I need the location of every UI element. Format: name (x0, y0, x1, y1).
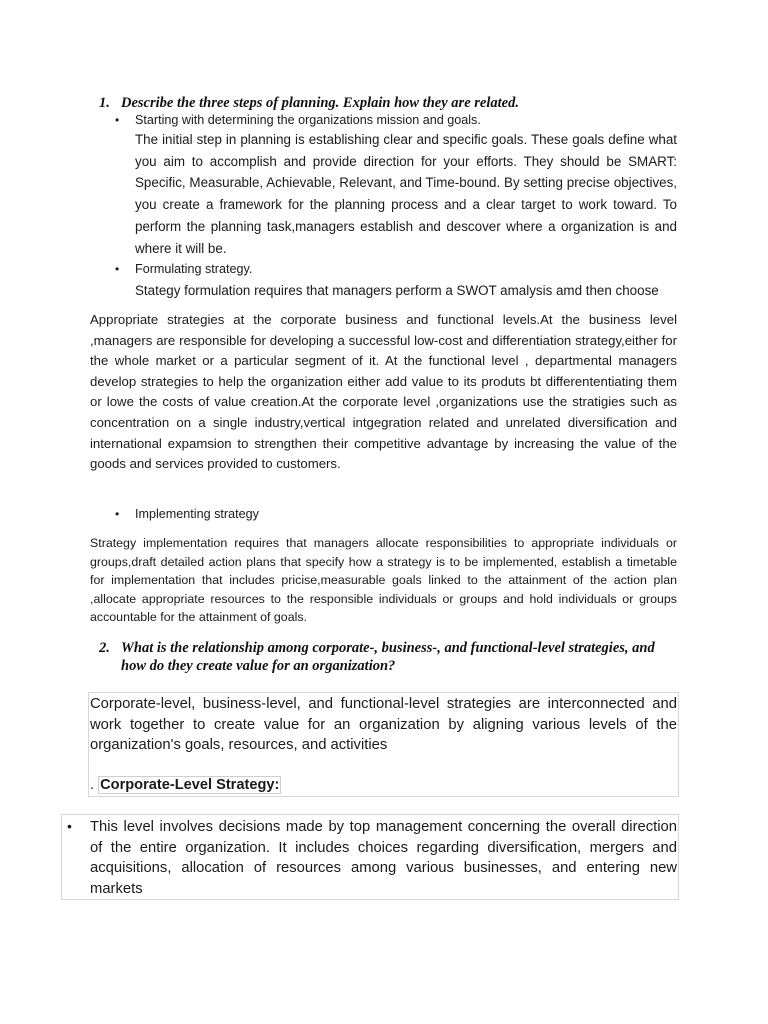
question-1-text: Describe the three steps of planning. Explain how they are related. (121, 95, 519, 111)
step-3-bullet (115, 506, 675, 522)
heading-lead: . (90, 777, 95, 793)
step-2-body: Appropriate strategies at the corporate business and functional levels.At the business level ,managers are responsible for developing a successful low-cost and differentiation strategy,either for the whole market or a particular segment of it. At the functional level , departmental managers develop strategies to help the organization either add value to its produts bt differententiating them or lowe the costs of value creation.At the corporate level ,organizations use the stratigies such as concentration on a single industry,vertical intgegration related and unrelated diversification and international expamsion to strengthen their competitive advantage by increasing the value of the goods and services provided to customers. (90, 312, 677, 472)
question-1-number: 1. (99, 95, 110, 111)
step-3-body: Strategy implementation requires that managers allocate responsibilities to appropriate individuals or groups,draft detailed action plans that specify how a strategy is to be implemented, establish a timetable for implementation that includes pricise,measurable goals linked to the attainment of the action plan ,allocate appropriate resources to the responsible individuals or groups and hold individuals or groups accountable for the attainment of goals. (90, 536, 677, 625)
question-2-line-2: how do they create value for an organization? (121, 658, 396, 674)
step-1-body: The initial step in planning is establishing clear and specific goals. These goals define what you aim to accomplish and provide direction for your efforts. They should be SMART: Specific, Measurable, Achievable, Relevant, and Time-bound. By setting precise objectives, you create a framework for the planning process and a clear target to work toward. To perform the planning task,managers establish and descover where a organization is and where it will be. (135, 132, 677, 256)
step-2-label: Formulating strategy. (135, 262, 253, 276)
step-2-intro: Stategy formulation requires that managers perform a SWOT amalysis amd then choose (135, 283, 659, 298)
corporate-level-heading (90, 776, 281, 794)
corporate-level-description: This level involves decisions made by top management concerning the overall direction of the entire organization. It includes choices regarding diversification, mergers and acquisitions, allocation of resources among various businesses, and entering new markets (90, 819, 677, 897)
question-2-heading (99, 639, 689, 675)
step-1-bullet (115, 112, 675, 128)
step-3-label: Implementing strategy (135, 507, 259, 521)
step-1-label: Starting with determining the organizations mission and goals. (135, 113, 481, 127)
corporate-level-label: Corporate-Level Strategy: (100, 777, 280, 793)
answer-2-intro: Corporate-level, business-level, and functional-level strategies are interconnected and work together to create value for an organization by aligning various levels of the organization's goals, resources, and activities (90, 696, 677, 753)
bullet-icon: • (115, 507, 120, 521)
question-2-text-line-1: What is the relationship among corporate-, business-, and functional-level strategies, and (121, 640, 655, 656)
question-1-heading (99, 94, 699, 112)
question-2-line-1 (99, 639, 689, 657)
bullet-icon: • (115, 262, 120, 276)
step-2-bullet (115, 261, 675, 277)
bullet-icon: • (67, 818, 72, 834)
question-2-number: 2. (99, 640, 110, 656)
bullet-icon: • (115, 113, 120, 127)
